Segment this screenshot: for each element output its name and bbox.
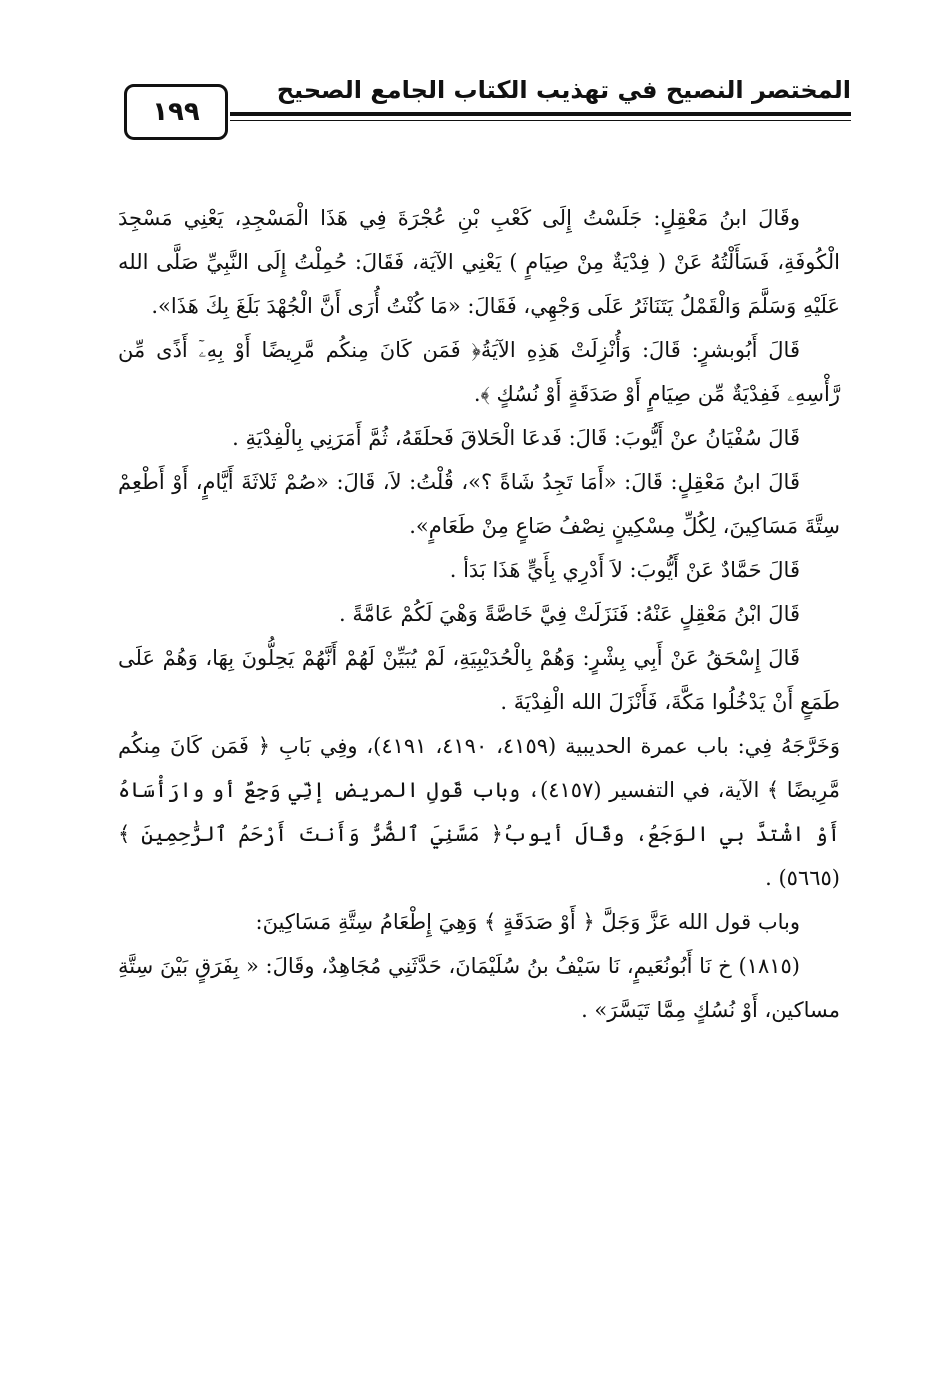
paragraph-hammad: قَالَ حَمَّادٌ عَنْ أَيُّوبَ: لاَ أَدْرِي بِأَيٍّ هَذَا بَدَأ . xyxy=(449,558,800,582)
paragraph-hadith-1815: (١٨١٥) خ نَا أَبُونُعَيمٍ، نَا سَيْفُ بنُ سُلَيْمَانَ، حَدَّثَنِي مُجَاهِدٌ، وقَالَ: « بِفَرَقٍ بَيْنَ سِتَّةِ مساكين، أَوْ نُسُكٍ مِمَّا تَيَسَّرَ» . xyxy=(118,954,840,1022)
paragraph-sufyan: قَالَ سُفْيَانُ عنْ أَيُّوبَ: قَالَ: فَدعَا الْحَلاقَ فَحلَقَهُ، ثُمَّ أَمَرَنِي بِالْفِدْيَةِ . xyxy=(232,426,800,450)
paragraph-ishaq: قَالَ إِسْحَقُ عَنْ أَبِي بِشْرٍ: وَهُمْ بِالْحُدَيْبِيَةِ، لَمْ يُبَيِّنْ لَهُمْ أَنَّهُمْ يَحِلُّونَ بِهَا، وَهُمْ عَلَى طَمَعٍ أَنْ يَدْخُلُوا مَكَّةَ، فَأَنْزَلَ الله الْفِدْيَةَ . xyxy=(118,646,840,714)
header-rule-thick xyxy=(230,112,851,116)
page-body xyxy=(118,196,840,1032)
page-number: ١٩٩ xyxy=(124,84,228,140)
running-header-title: المختصر النصيح في تهذيب الكتاب الجامع الصحيح xyxy=(276,76,851,104)
paragraph-abu-bishr-verse: قَالَ أَبُوبشرٍ: قَالَ: وَأُنْزِلَتْ هَذِهِ الآيَةُ﴿ فَمَن كَانَ مِنكُم مَّرِيضًا أَوْ بِهِۦٓ أَذًى مِّن رَّأْسِهِۦ فَفِدْيَةٌ مِّن صِيَامٍ أَوْ صَدَقَةٍ أَوْ نُسُكٍ ﴾. xyxy=(118,338,840,406)
paragraph-ibn-maqil-fast: قَالَ ابنُ مَعْقِلٍ: قَالَ: «أَمَا تَجِدُ شَاةً ؟»، قُلْتُ: لاَ، قَالَ: «صُمْ ثَلاثَةَ أَيَّامٍ، أَوْ أَطْعِمْ سِتَّةَ مَسَاكِينَ، لِكُلِّ مِسْكِينٍ نِصْفُ صَاعٍ مِنْ طَعَامٍ». xyxy=(118,470,840,538)
paragraph-takhrij: وَخَرَّجَهُ فِي: باب عمرة الحديبية (٤١٥٩، ٤١٩٠، ٤١٩١)، وفِي بَابِ ﴿ فَمَن كَانَ مِنكُم مَّرِيضًا ﴾ الآية، في التفسير (٤١٥٧)، وباب قَولِ المريضِ إنِّي وَجِعٌ أو وارَأْسَاهُ أَوْ اشْتدَّ بي الوَجَعُ، وقَالَ أيوبُ﴿ مَسَّنِيَ ٱلضُّرُّ وَأَنتَ أَرْحَمُ ٱلرَّٰحِمِينَ ﴾ (٥٦٦٥) . xyxy=(118,734,841,890)
paragraph-chapter-heading: وباب قول الله عَزَّ وَجَلَّ ﴿ أَوْ صَدَقَةٍ ﴾ وَهِيَ إِطْعَامُ سِتَّةِ مَسَاكِينَ: xyxy=(255,910,800,934)
header-rule-thin xyxy=(230,120,851,121)
paragraph-ibn-maqil-specific: قَالَ ابْنُ مَعْقِلٍ عَنْهُ: فَنَزَلَتْ فِيَّ خَاصَّةً وَهْيَ لَكُمْ عَامَّةً . xyxy=(338,602,800,626)
paragraph-ibn-maqil-narration: وقَالَ ابنُ مَعْقِلٍ: جَلَسْتُ إِلَى كَعْبِ بْنِ عُجْرَةَ فِي هَذَا الْمَسْجِدِ، يَعْنِي مَسْجِدَ الْكُوفَةِ، فَسَأَلْتُهُ عَنْ ( فِدْيَةٌ مِنْ صِيَامٍ ) يَعْنِي الآيَة، فَقَالَ: حُمِلْتُ إِلَى النَّبِيِّ صَلَّى الله عَلَيْهِ وَسَلَّمَ وَالْقَمْلُ يَتَنَاثَرُ عَلَى وَجْهِي، فَقَالَ: «مَا كُنْتُ أُرَى أَنَّ الْجُهْدَ بَلَغَ بِكَ هَذَا». xyxy=(118,206,840,318)
